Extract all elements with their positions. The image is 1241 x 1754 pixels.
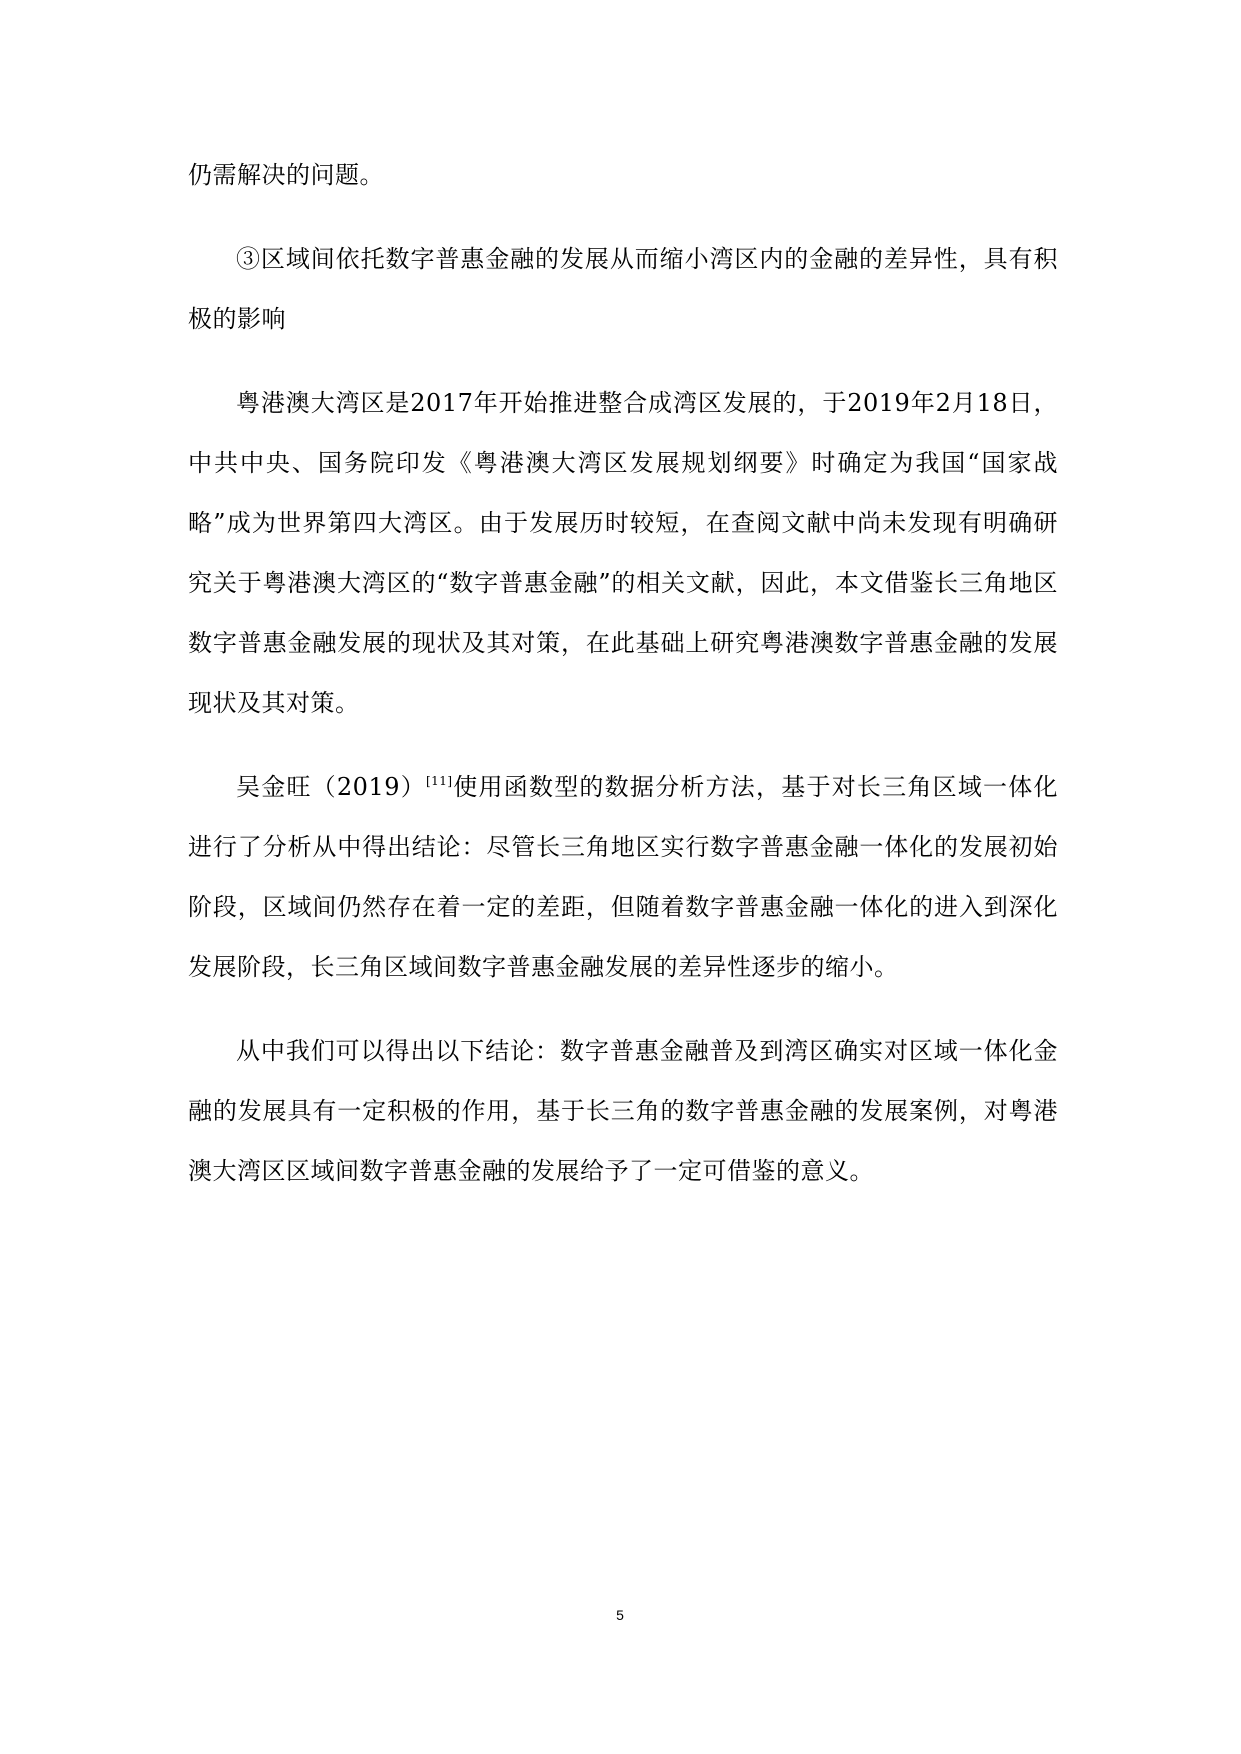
- paragraph-literature-review: [188, 757, 1058, 997]
- citation-marker: [11]: [425, 774, 453, 788]
- paragraph-gba-background: 粤港澳大湾区是2017年开始推进整合成湾区发展的，于2019年2月18日，中共中央、国务院印发《粤港澳大湾区发展规划纲要》时确定为我国“国家战略”成为世界第四大湾区。由于发展历时较短，在查阅文献中尚未发现有明确研究关于粤港澳大湾区的“数字普惠金融”的相关文献，因此，本文借鉴长三角地区数字普惠金融发展的现状及其对策，在此基础上研究粤港澳数字普惠金融的发展现状及其对策。: [188, 389, 1058, 717]
- paragraph-heading-point-3: ③区域间依托数字普惠金融的发展从而缩小湾区内的金融的差异性，具有积极的影响: [188, 245, 1058, 333]
- paragraph-continuation: 仍需解决的问题。: [188, 161, 384, 189]
- paragraph-conclusion: 从中我们可以得出以下结论：数字普惠金融普及到湾区确实对区域一体化金融的发展具有一定积极的作用，基于长三角的数字普惠金融的发展案例，对粤港澳大湾区区域间数字普惠金融的发展给予了一定可借鉴的意义。: [188, 1037, 1058, 1185]
- body-text: [188, 145, 1058, 1225]
- author-year: 吴金旺（2019）: [236, 773, 426, 801]
- page-number: 5: [616, 1607, 624, 1623]
- paragraph-literature-text: 使用函数型的数据分析方法，基于对长三角区域一体化进行了分析从中得出结论：尽管长三角地区实行数字普惠金融一体化的发展初始阶段，区域间仍然存在着一定的差距，但随着数字普惠金融一体化的进入到深化发展阶段，长三角区域间数字普惠金融发展的差异性逐步的缩小。: [188, 773, 1059, 981]
